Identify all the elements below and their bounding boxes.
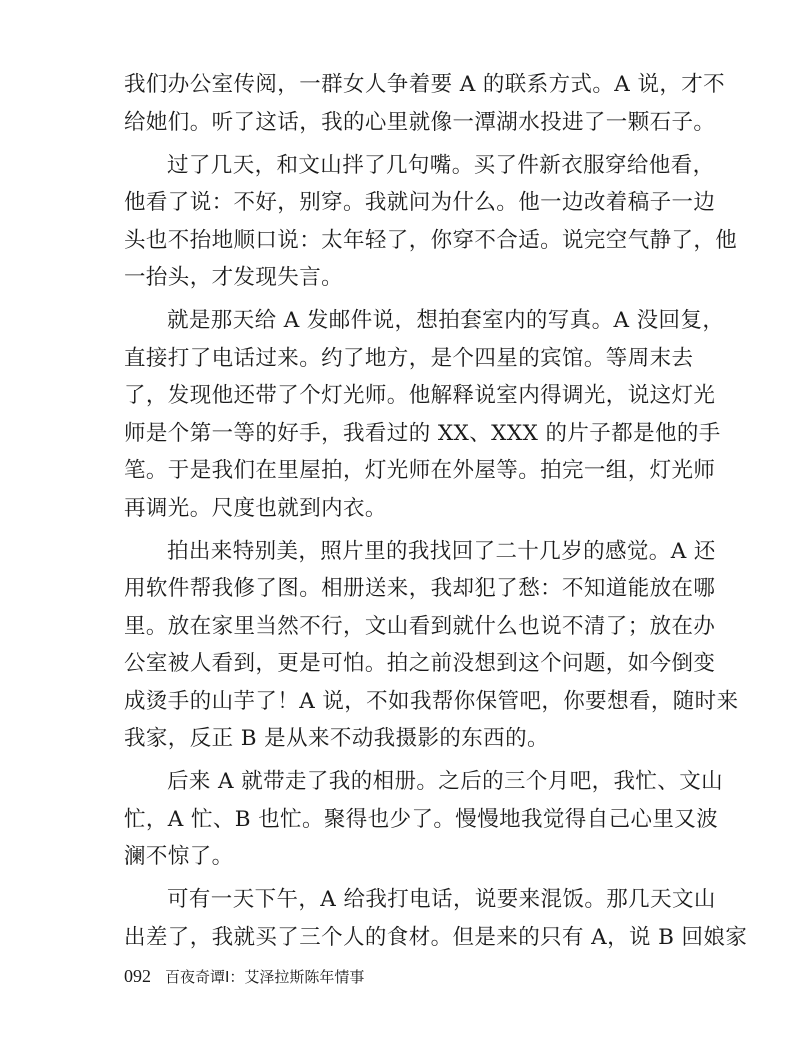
page-footer — [124, 965, 364, 988]
text-line: 澜不惊了。 — [124, 844, 234, 869]
text-line: 一抬头，才发现失言。 — [124, 265, 344, 290]
text-line: 他看了说：不好，别穿。我就问为什么。他一边改着稿子一边 — [124, 190, 716, 215]
text-line: 里。放在家里当然不行，文山看到就什么也说不清了；放在办 — [124, 614, 716, 639]
paragraph-first-line: 过了几天，和文山拌了几句嘴。买了件新衣服穿给他看， — [167, 153, 715, 178]
text-line: 师是个第一等的好手，我看过的 XX、XXX 的片子都是他的手 — [124, 421, 721, 446]
text-line: 给她们。听了这话，我的心里就像一潭湖水投进了一颗石子。 — [124, 110, 716, 135]
book-title: 百夜奇谭Ⅰ：艾泽拉斯陈年情事 — [165, 968, 365, 986]
text-line: 直接打了电话过来。约了地方，是个四星的宾馆。等周末去 — [124, 346, 694, 371]
page-number: 092 — [124, 966, 151, 986]
text-line: 出差了，我就买了三个人的食材。但是来的只有 A，说 B 回娘家 — [124, 925, 748, 950]
paragraph-first-line: 拍出来特别美，照片里的我找回了二十几岁的感觉。A 还 — [167, 539, 716, 564]
text-line: 公室被人看到，更是可怕。拍之前没想到这个问题，如今倒变 — [124, 651, 716, 676]
paragraph-first-line: 可有一天下午，A 给我打电话，说要来混饭。那几天文山 — [167, 887, 716, 912]
text-line: 头也不抬地顺口说：太年轻了，你穿不合适。说完空气静了，他 — [124, 228, 738, 253]
text-line: 了，发现他还带了个灯光师。他解释说室内得调光，说这灯光 — [124, 383, 716, 408]
text-line: 笔。于是我们在里屋拍，灯光师在外屋等。拍完一组，灯光师 — [124, 458, 716, 483]
text-line: 我们办公室传阅，一群女人争着要 A 的联系方式。A 说，才不 — [124, 72, 726, 97]
text-line: 用软件帮我修了图。相册送来，我却犯了愁：不知道能放在哪 — [124, 576, 716, 601]
paragraph-first-line: 就是那天给 A 发邮件说，想拍套室内的写真。A 没回复， — [167, 308, 725, 333]
paragraph-first-line: 后来 A 就带走了我的相册。之后的三个月吧，我忙、文山 — [167, 769, 723, 794]
text-line: 我家，反正 B 是从来不动我摄影的东西的。 — [124, 726, 549, 751]
text-line: 再调光。尺度也就到内衣。 — [124, 496, 387, 521]
text-line: 成烫手的山芋了！A 说，不如我帮你保管吧，你要想看，随时来 — [124, 689, 739, 714]
text-line: 忙，A 忙、B 也忙。聚得也少了。慢慢地我觉得自己心里又波 — [124, 807, 719, 832]
